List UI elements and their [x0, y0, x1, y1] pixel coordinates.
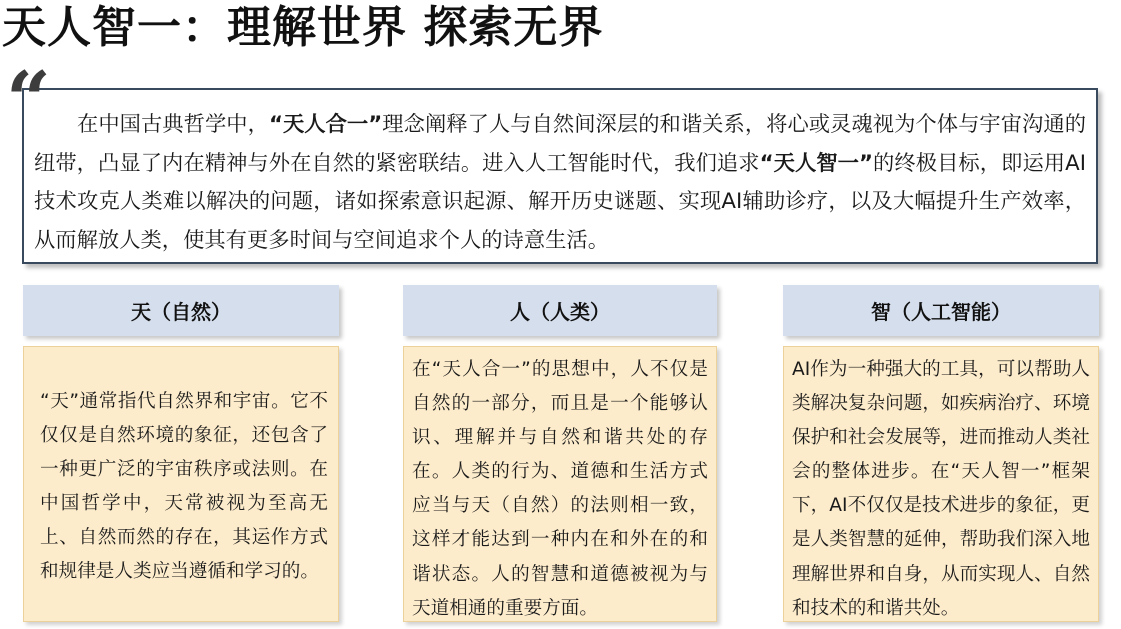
quote-mark-icon: “ — [6, 55, 45, 146]
page-title: 天人智一：理解世界 探索无界 — [2, 2, 604, 53]
column-body-human: 在“天人合一”的思想中，人不仅是自然的一部分，而且是一个能够认识、理解并与自然和谐共处的存在。人类的行为、道德和生活方式应当与天（自然）的法则相一致，这样才能达到一种内在和外在的和谐状态。人的智慧和道德被视为与天道相通的重要方面。 — [403, 346, 717, 622]
intro-emphasis-1: “天人合一” — [268, 112, 383, 137]
column-body-heaven: “天”通常指代自然界和宇宙。它不仅仅是自然环境的象征，还包含了一种更广泛的宇宙秩序或法则。在中国哲学中，天常被视为至高无上、自然而然的存在，其运作方式和规律是人类应当遵循和学习的。 — [23, 346, 339, 622]
intro-paragraph — [34, 106, 1086, 260]
intro-text-part-2: 理念阐释了人与自然间深层的和谐关系，将心或灵魂视为个体与宇宙沟通的纽带，凸显了内在精神与外在自然的紧密联结。进入人工智能时代，我们追求 — [34, 112, 1086, 176]
intro-text-part-3: 的终极目标，即运用AI技术攻克人类难以解决的问题，诸如探索意识起源、解开历史谜题、实现AI辅助诊疗，以及大幅提升生产效率，从而解放人类，使其有更多时间与空间追求个人的诗意生活。 — [34, 150, 1086, 253]
column-header-ai: 智（人工智能） — [783, 285, 1099, 336]
intro-emphasis-2: “天人智一” — [759, 150, 874, 176]
intro-box — [22, 88, 1098, 264]
intro-text-part-1: 在中国古典哲学中， — [77, 112, 269, 137]
column-header-heaven: 天（自然） — [23, 285, 339, 336]
column-body-ai: AI作为一种强大的工具，可以帮助人类解决复杂问题，如疾病治疗、环境保护和社会发展等，进而推动人类社会的整体进步。在“天人智一”框架下，AI不仅仅是技术进步的象征，更是人类智慧的延伸，帮助我们深入地理解世界和自身，从而实现人、自然和技术的和谐共处。 — [783, 346, 1099, 622]
column-header-human: 人（人类） — [403, 285, 717, 336]
